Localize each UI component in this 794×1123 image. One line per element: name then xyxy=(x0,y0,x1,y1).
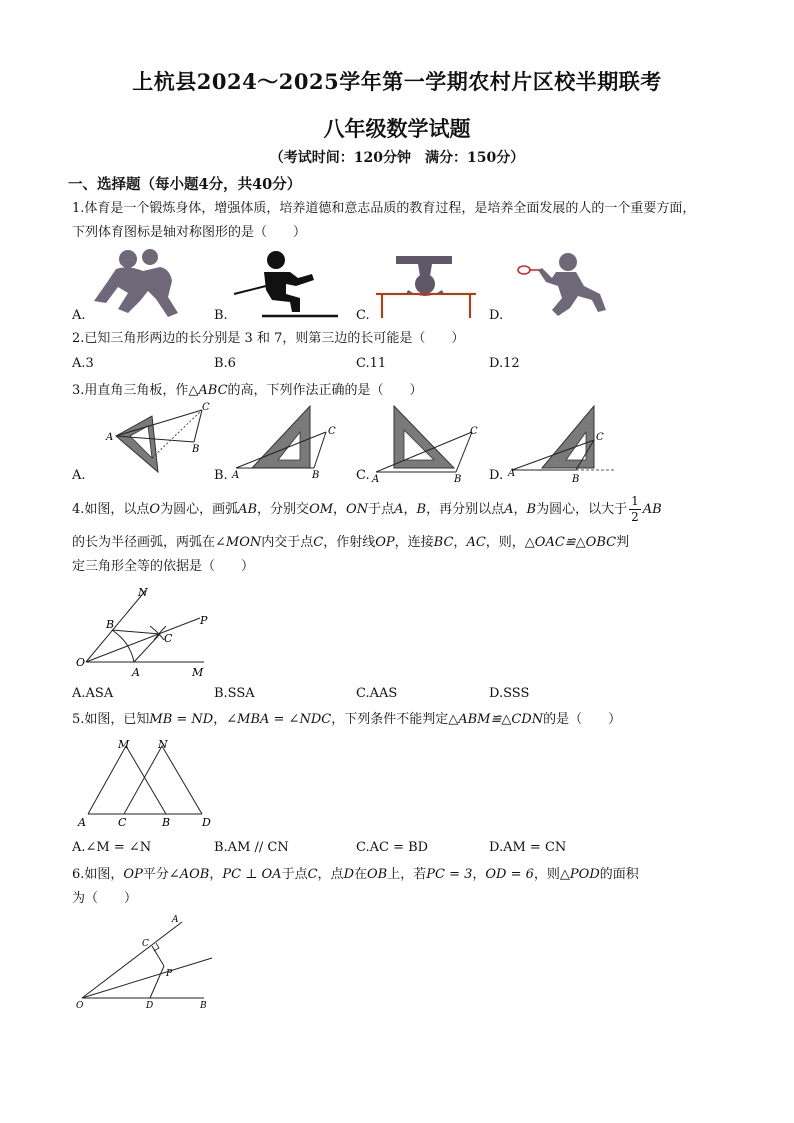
q6-line2: 为（ ） xyxy=(72,891,138,906)
q1-option-d[interactable]: D. xyxy=(489,308,504,323)
svg-text:A: A xyxy=(78,816,86,829)
q1-line2: 下列体育图标是轴对称图形的是（ ） xyxy=(72,225,307,240)
exam-subtitle: 八年级数学试题 xyxy=(323,116,471,141)
exam-title: 上杭县2024～2025学年第一学期农村片区校半期联考 xyxy=(132,69,662,94)
q3-figure-c xyxy=(370,402,490,482)
svg-text:C: C xyxy=(118,816,127,829)
q2-option-b[interactable]: B.6 xyxy=(214,356,236,371)
q3-figure-b xyxy=(228,402,348,482)
svg-text:A: A xyxy=(372,474,380,482)
q3-stem: 3.用直角三角板，作△ABC的高，下列作法正确的是（ ） xyxy=(72,383,423,398)
q3-option-a[interactable]: A. xyxy=(72,468,86,483)
skiing-icon xyxy=(232,250,342,320)
q5-stem: 5.如图，已知MB = ND，∠MBA = ∠NDC，下列条件不能判定△ABM≌△CDN的是（ ） xyxy=(72,712,622,727)
svg-text:O: O xyxy=(76,1001,84,1011)
svg-text:D: D xyxy=(202,816,211,829)
svg-text:A: A xyxy=(106,432,114,443)
svg-text:B: B xyxy=(572,474,580,482)
svg-text:M: M xyxy=(192,666,204,679)
q6-figure xyxy=(74,910,224,1012)
svg-text:N: N xyxy=(158,738,168,751)
q3-option-c[interactable]: C. xyxy=(356,468,370,483)
q3-option-b[interactable]: B. xyxy=(214,468,228,483)
q5-option-d[interactable]: D.AM = CN xyxy=(489,840,567,855)
q5-option-a[interactable]: A.∠M = ∠N xyxy=(72,840,152,855)
q4-figure xyxy=(74,582,224,682)
q2-option-c[interactable]: C.11 xyxy=(356,356,387,371)
q4-line2: 的长为半径画弧，两弧在∠MON内交于点C，作射线OP，连接BC，AC，则，△OAC≌△OBC判 xyxy=(72,535,630,550)
svg-text:B: B xyxy=(162,816,171,829)
svg-text:B: B xyxy=(192,444,200,455)
wrestling-icon xyxy=(88,247,188,319)
svg-text:C: C xyxy=(596,432,604,443)
q3-figure-a xyxy=(102,402,212,482)
section-heading: 一、选择题（每小题4分，共40分） xyxy=(68,176,302,193)
svg-text:M: M xyxy=(118,738,130,751)
svg-text:D: D xyxy=(146,1001,154,1011)
q2-option-d[interactable]: D.12 xyxy=(489,356,520,371)
svg-text:B: B xyxy=(106,618,115,631)
q4-option-a[interactable]: A.ASA xyxy=(72,686,114,701)
q1-line1: 1.体育是一个锻炼身体，增强体质，培养道德和意志品质的教育过程，是培养全面发展的人的一个重要方面， xyxy=(72,201,696,216)
vaulting-icon xyxy=(374,250,478,320)
svg-text:C: C xyxy=(142,939,149,949)
badminton-icon xyxy=(510,250,618,320)
svg-text:A: A xyxy=(172,915,179,925)
q2-option-a[interactable]: A.3 xyxy=(72,356,94,371)
q1-option-a[interactable]: A. xyxy=(72,308,86,323)
svg-text:O: O xyxy=(76,656,86,669)
q1-option-b[interactable]: B. xyxy=(214,308,228,323)
q4-line3: 定三角形全等的依据是（ ） xyxy=(72,559,255,574)
svg-text:A: A xyxy=(132,666,140,679)
svg-text:C: C xyxy=(202,402,210,413)
q2-stem: 2.已知三角形两边的长分别是 3 和 7，则第三边的长可能是（ ） xyxy=(72,331,465,346)
q5-option-c[interactable]: C.AC = BD xyxy=(356,840,429,855)
svg-text:C: C xyxy=(164,632,173,645)
q4-option-d[interactable]: D.SSS xyxy=(489,686,530,701)
svg-text:N: N xyxy=(138,586,148,599)
svg-text:A: A xyxy=(508,468,516,479)
svg-text:A: A xyxy=(232,470,240,481)
q5-figure xyxy=(74,734,224,830)
q3-figure-d xyxy=(506,402,626,482)
one-half-fraction: $\frac{1}{2}$ xyxy=(631,494,639,524)
q4-line1: 4.如图，以点O为圆心，画弧AB，分别交OM，ON于点A，B，再分别以点A，B为圆心，以大于 $\frac{1}{2}$ AB xyxy=(72,494,662,524)
q1-option-c[interactable]: C. xyxy=(356,308,370,323)
svg-text:B: B xyxy=(312,470,320,481)
svg-text:B: B xyxy=(454,474,462,482)
svg-text:P: P xyxy=(166,969,173,979)
q4-option-b[interactable]: B.SSA xyxy=(214,686,255,701)
svg-text:C: C xyxy=(470,426,478,437)
q5-option-b[interactable]: B.AM // CN xyxy=(214,840,289,855)
q4-option-c[interactable]: C.AAS xyxy=(356,686,398,701)
svg-text:B: B xyxy=(200,1001,207,1011)
exam-info: （考试时间：120分钟 满分：150分） xyxy=(269,150,525,166)
svg-text:C: C xyxy=(328,426,336,437)
q3-option-d[interactable]: D. xyxy=(489,468,504,483)
q6-line1: 6.如图，OP平分∠AOB，PC ⊥ OA于点C，点D在OB上，若PC = 3，OD = 6，则△POD的面积 xyxy=(72,867,639,882)
svg-text:P: P xyxy=(200,614,208,627)
